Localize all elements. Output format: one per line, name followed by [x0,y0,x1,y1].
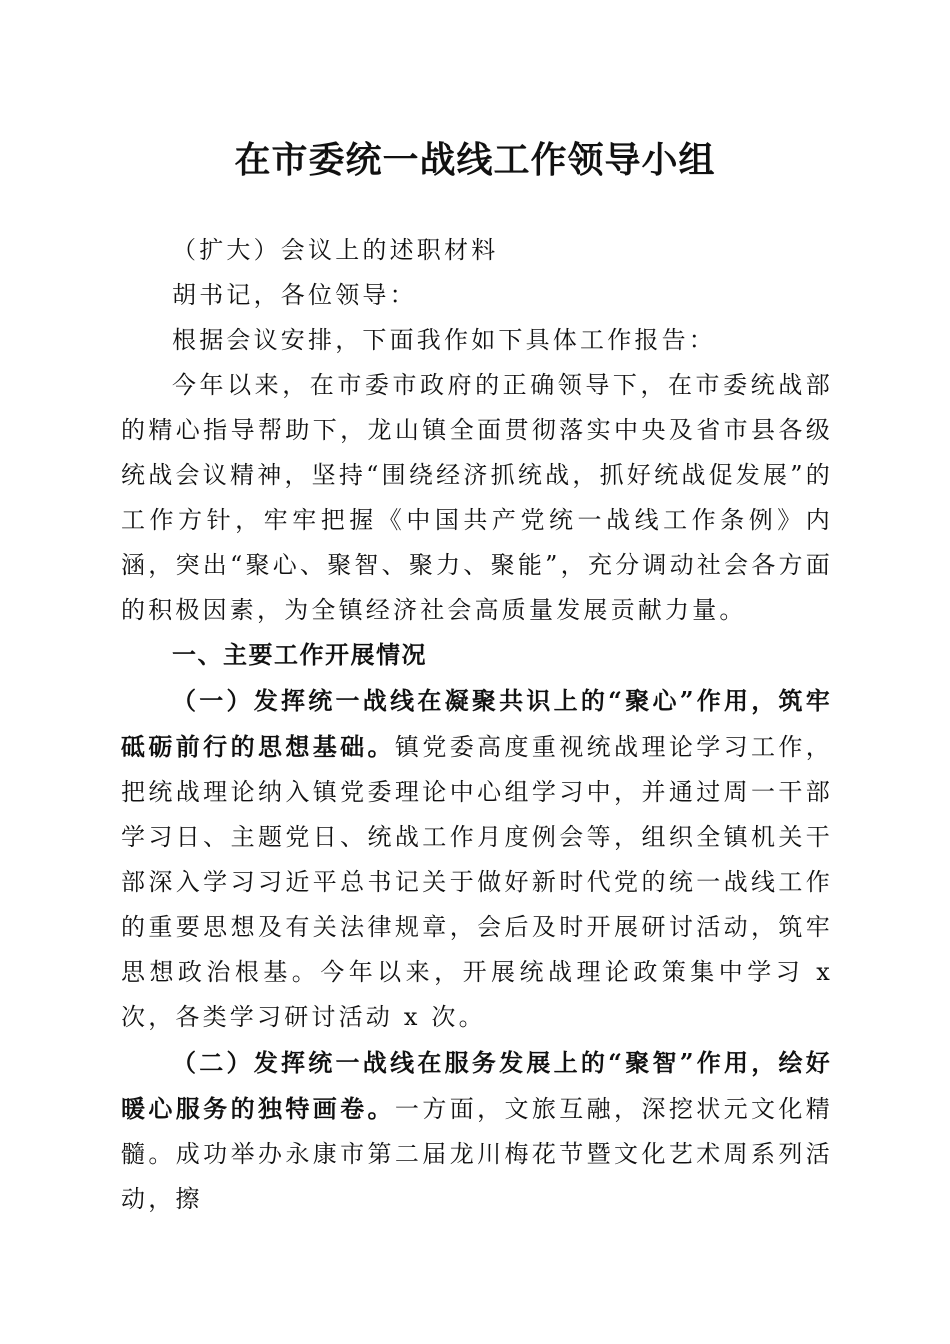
document-body [121,228,833,1222]
section-heading: 一、主要工作开展情况 [172,641,427,669]
item-lead: （一）发挥统一战线在凝聚共识上的“聚心”作用，筑牢砥砺前行的思想基础。 [121,686,833,761]
item-body: 镇党委高度重视统战理论学习工作，把统战理论纳入镇党委理论中心组学习中，并通过周一干部学习日、主题党日、统战工作月度例会等，组织全镇机关干部深入学习习近平总书记关于做好新时代党的统一战线工作的重要思想及有关法律规章，会后及时开展研讨活动，筑牢思想政治根基。今年以来，开展统战理论政策集中学习 x 次，各类学习研讨活动 x 次。 [121,733,833,1031]
subtitle-paragraph: （扩大）会议上的述职材料 [172,236,499,264]
intro-paragraph: 根据会议安排，下面我作如下具体工作报告： [172,326,716,354]
item-lead: （二）发挥统一战线在服务发展上的“聚智”作用，绘好暖心服务的独特画卷。 [121,1048,833,1123]
item-paragraph [121,678,833,1040]
document-title: 在市委统一战线工作领导小组 [234,139,716,181]
salutation-paragraph: 胡书记，各位领导： [172,281,417,309]
item-paragraph [121,1040,833,1222]
item-body: 一方面，文旅互融，深挖状元文化精髓。成功举办永康市第二届龙川梅花节暨文化艺术周系列活动，擦 [121,1095,833,1213]
overview-paragraph: 今年以来，在市委市政府的正确领导下，在市委统战部的精心指导帮助下，龙山镇全面贯彻落实中央及省市县各级统战会议精神，坚持“围绕经济抓统战，抓好统战促发展”的工作方针，牢牢把握《中国共产党统一战线工作条例》内涵，突出“聚心、聚智、聚力、聚能”，充分调动社会各方面的积极因素，为全镇经济社会高质量发展贡献力量。 [121,371,833,624]
